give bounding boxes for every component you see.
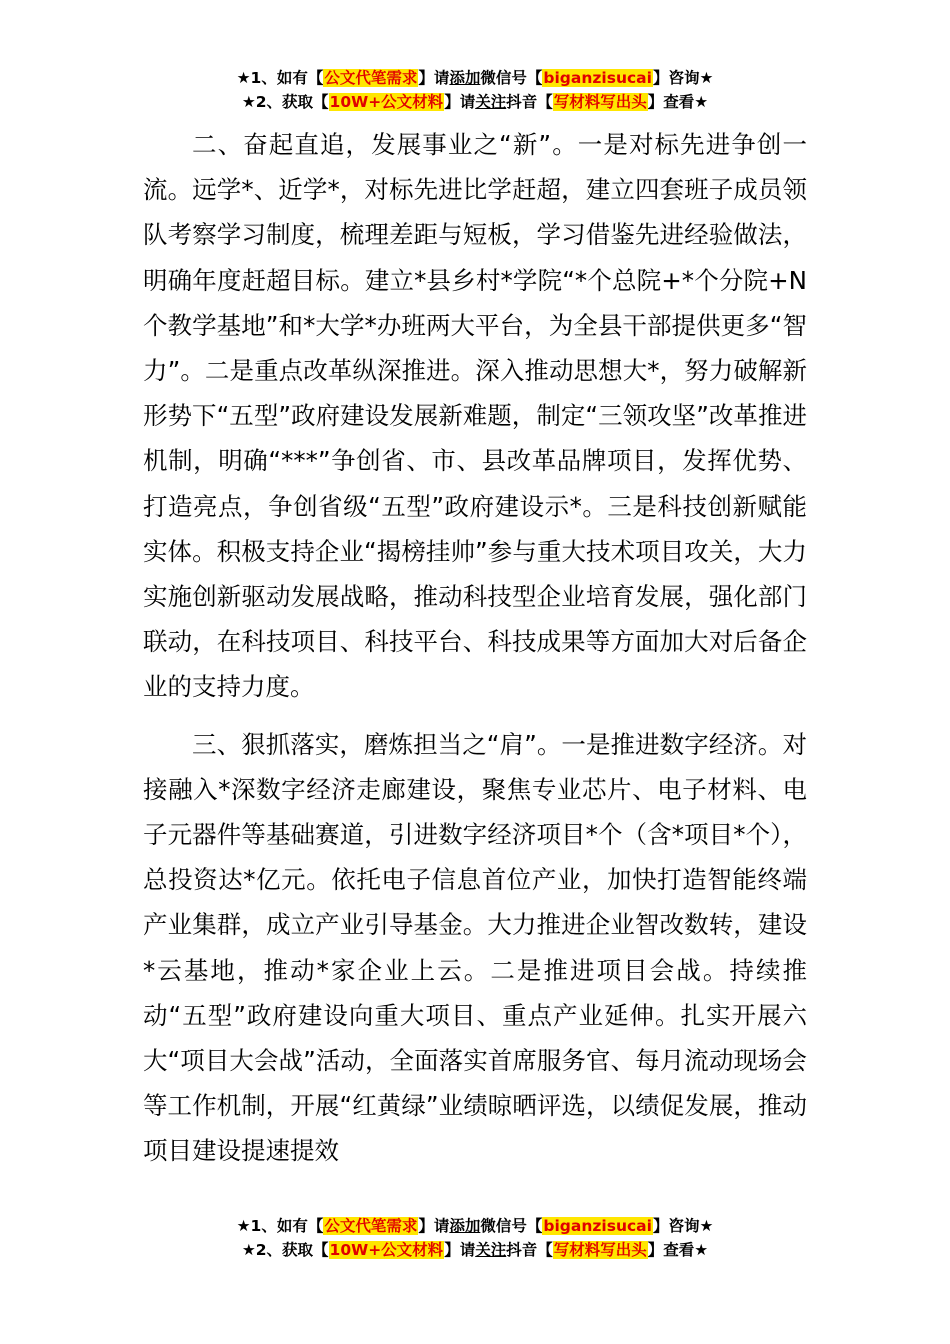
banner-highlight: 10W+公文材料 <box>329 93 444 111</box>
banner-highlight-wechat-id: biganzisucai <box>543 1217 652 1235</box>
banner-highlight-douyin-account: 写材料写出头 <box>553 93 647 111</box>
banner-highlight-wechat-id: biganzisucai <box>543 69 652 87</box>
footer-banner <box>0 1214 950 1262</box>
banner-emphasis: 添加 <box>449 1217 481 1235</box>
banner-line-1 <box>0 66 950 90</box>
paragraph-section-3: 三、狠抓落实，磨炼担当之“肩”。一是推进数字经济。对接融入*深数字经济走廊建设，聚焦专业芯片、电子材料、电子元器件等基础赛道，引进数字经济项目*个（含*项目*个），总投资达*亿元。依托电子信息首位产业，加快打造智能终端产业集群，成立产业引导基金。大力推进企业智改数转，建设*云基地，推动*家企业上云。二是推进项目会战。持续推动“五型”政府建设向重大项目、重点产业延伸。扎实开展六大“项目大会战”活动，全面落实首席服务官、每月流动现场会等工作机制，开展“红黄绿”业绩晾晒评选，以绩促发展，推动项目建设提速提效 <box>143 729 807 1166</box>
banner-text: ★2、获取【 <box>241 93 329 111</box>
banner-text: 】咨询★ <box>652 69 714 87</box>
banner-text: 】请 <box>418 69 450 87</box>
document-body <box>143 122 807 1174</box>
header-banner <box>0 66 950 114</box>
banner-text: ★1、如有【 <box>236 1217 324 1235</box>
banner-emphasis: 添加 <box>449 69 481 87</box>
banner-highlight-douyin-account: 写材料写出头 <box>553 1241 647 1259</box>
banner-text: 】查看★ <box>647 1241 709 1259</box>
banner-emphasis: 关注 <box>475 1241 507 1259</box>
banner-text: 】请 <box>444 1241 476 1259</box>
banner-highlight: 公文代笔需求 <box>324 69 418 87</box>
banner-highlight: 公文代笔需求 <box>324 1217 418 1235</box>
banner-text: 】查看★ <box>647 93 709 111</box>
banner-emphasis: 关注 <box>475 93 507 111</box>
paragraph-section-2: 二、奋起直追，发展事业之“新”。一是对标先进争创一流。远学*、近学*，对标先进比学赶超，建立四套班子成员领队考察学习制度，梳理差距与短板，学习借鉴先进经验做法，明确年度赶超目标。建立*县乡村*学院“*个总院+*个分院+N 个教学基地”和*大学*办班两大平台，为全县干部提供更多“智力”。二是重点改革纵深推进。深入推动思想大*，努力破解新形势下“五型”政府建设发展新难题，制定“三领攻坚”改革推进机制，明确“***”争创省、市、县改革品牌项目，发挥优势、打造亮点，争创省级“五型”政府建设示*。三是科技创新赋能实体。积极支持企业“揭榜挂帅”参与重大技术项目攻关，大力实施创新驱动发展战略，推动科技型企业培育发展，强化部门联动，在科技项目、科技平台、科技成果等方面加大对后备企业的支持力度。 <box>143 130 807 702</box>
banner-line-2 <box>0 1238 950 1262</box>
banner-text: 抖音【 <box>506 1241 553 1259</box>
banner-line-1 <box>0 1214 950 1238</box>
banner-text: 】咨询★ <box>652 1217 714 1235</box>
banner-text: 】请 <box>418 1217 450 1235</box>
banner-text: ★2、获取【 <box>241 1241 329 1259</box>
banner-text: 抖音【 <box>506 93 553 111</box>
banner-line-2 <box>0 90 950 114</box>
banner-text: 微信号【 <box>480 69 543 87</box>
banner-text: 】请 <box>444 93 476 111</box>
banner-text: 微信号【 <box>480 1217 543 1235</box>
banner-text: ★1、如有【 <box>236 69 324 87</box>
banner-highlight: 10W+公文材料 <box>329 1241 444 1259</box>
